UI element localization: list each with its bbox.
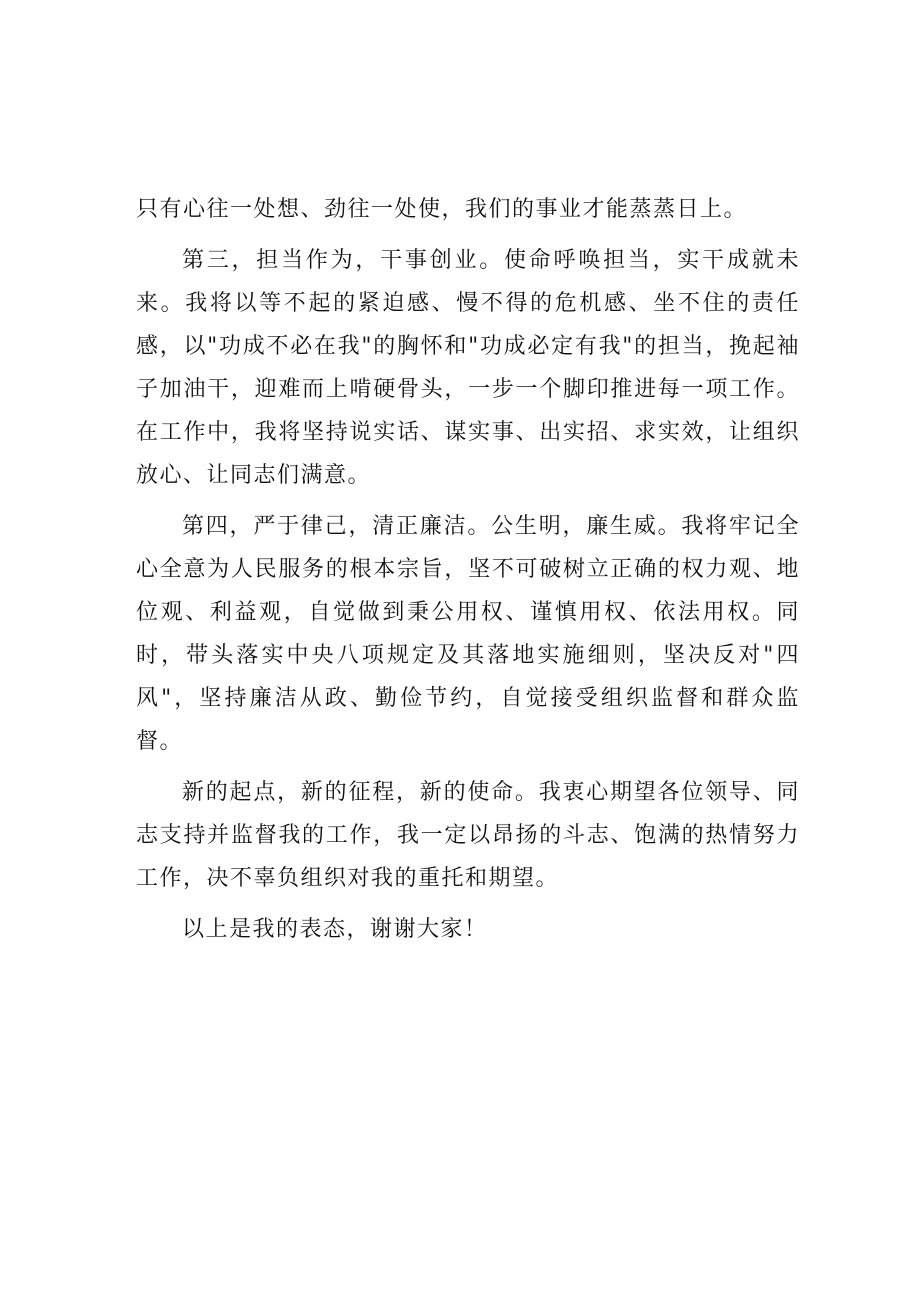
paragraph-third-point: 第三，担当作为，干事创业。使命呼唤担当，实干成就未来。我将以等不起的紧迫感、慢不得的危机感、坐不住的责任感，以"功成不必在我"的胸怀和"功成必定有我"的担当，挽起袖子加油干，迎难而上啃硬骨头，一步一个脚印推进每一项工作。在工作中，我将坚持说实话、谋实事、出实招、求实效，让组织放心、让同志们满意。	[136, 248, 800, 488]
document-body	[136, 188, 800, 959]
paragraph-continuation: 只有心往一处想、劲往一处使，我们的事业才能蒸蒸日上。	[136, 197, 748, 222]
paragraph-fourth-point: 第四，严于律己，清正廉洁。公生明，廉生威。我将牢记全心全意为人民服务的根本宗旨，坚不可破树立正确的权力观、地位观、利益观，自觉做到秉公用权、谨慎用权、依法用权。同时，带头落实中央八项规定及其落地实施细则，坚决反对"四风"，坚持廉洁从政、勤俭节约，自觉接受组织监督和群众监督。	[136, 514, 800, 754]
paragraph-closing: 以上是我的表态，谢谢大家！	[182, 917, 488, 942]
paragraph-new-mission: 新的起点，新的征程，新的使命。我衷心期望各位领导、同志支持并监督我的工作，我一定以昂扬的斗志、饱满的热情努力工作，决不辜负组织对我的重托和期望。	[136, 780, 800, 891]
